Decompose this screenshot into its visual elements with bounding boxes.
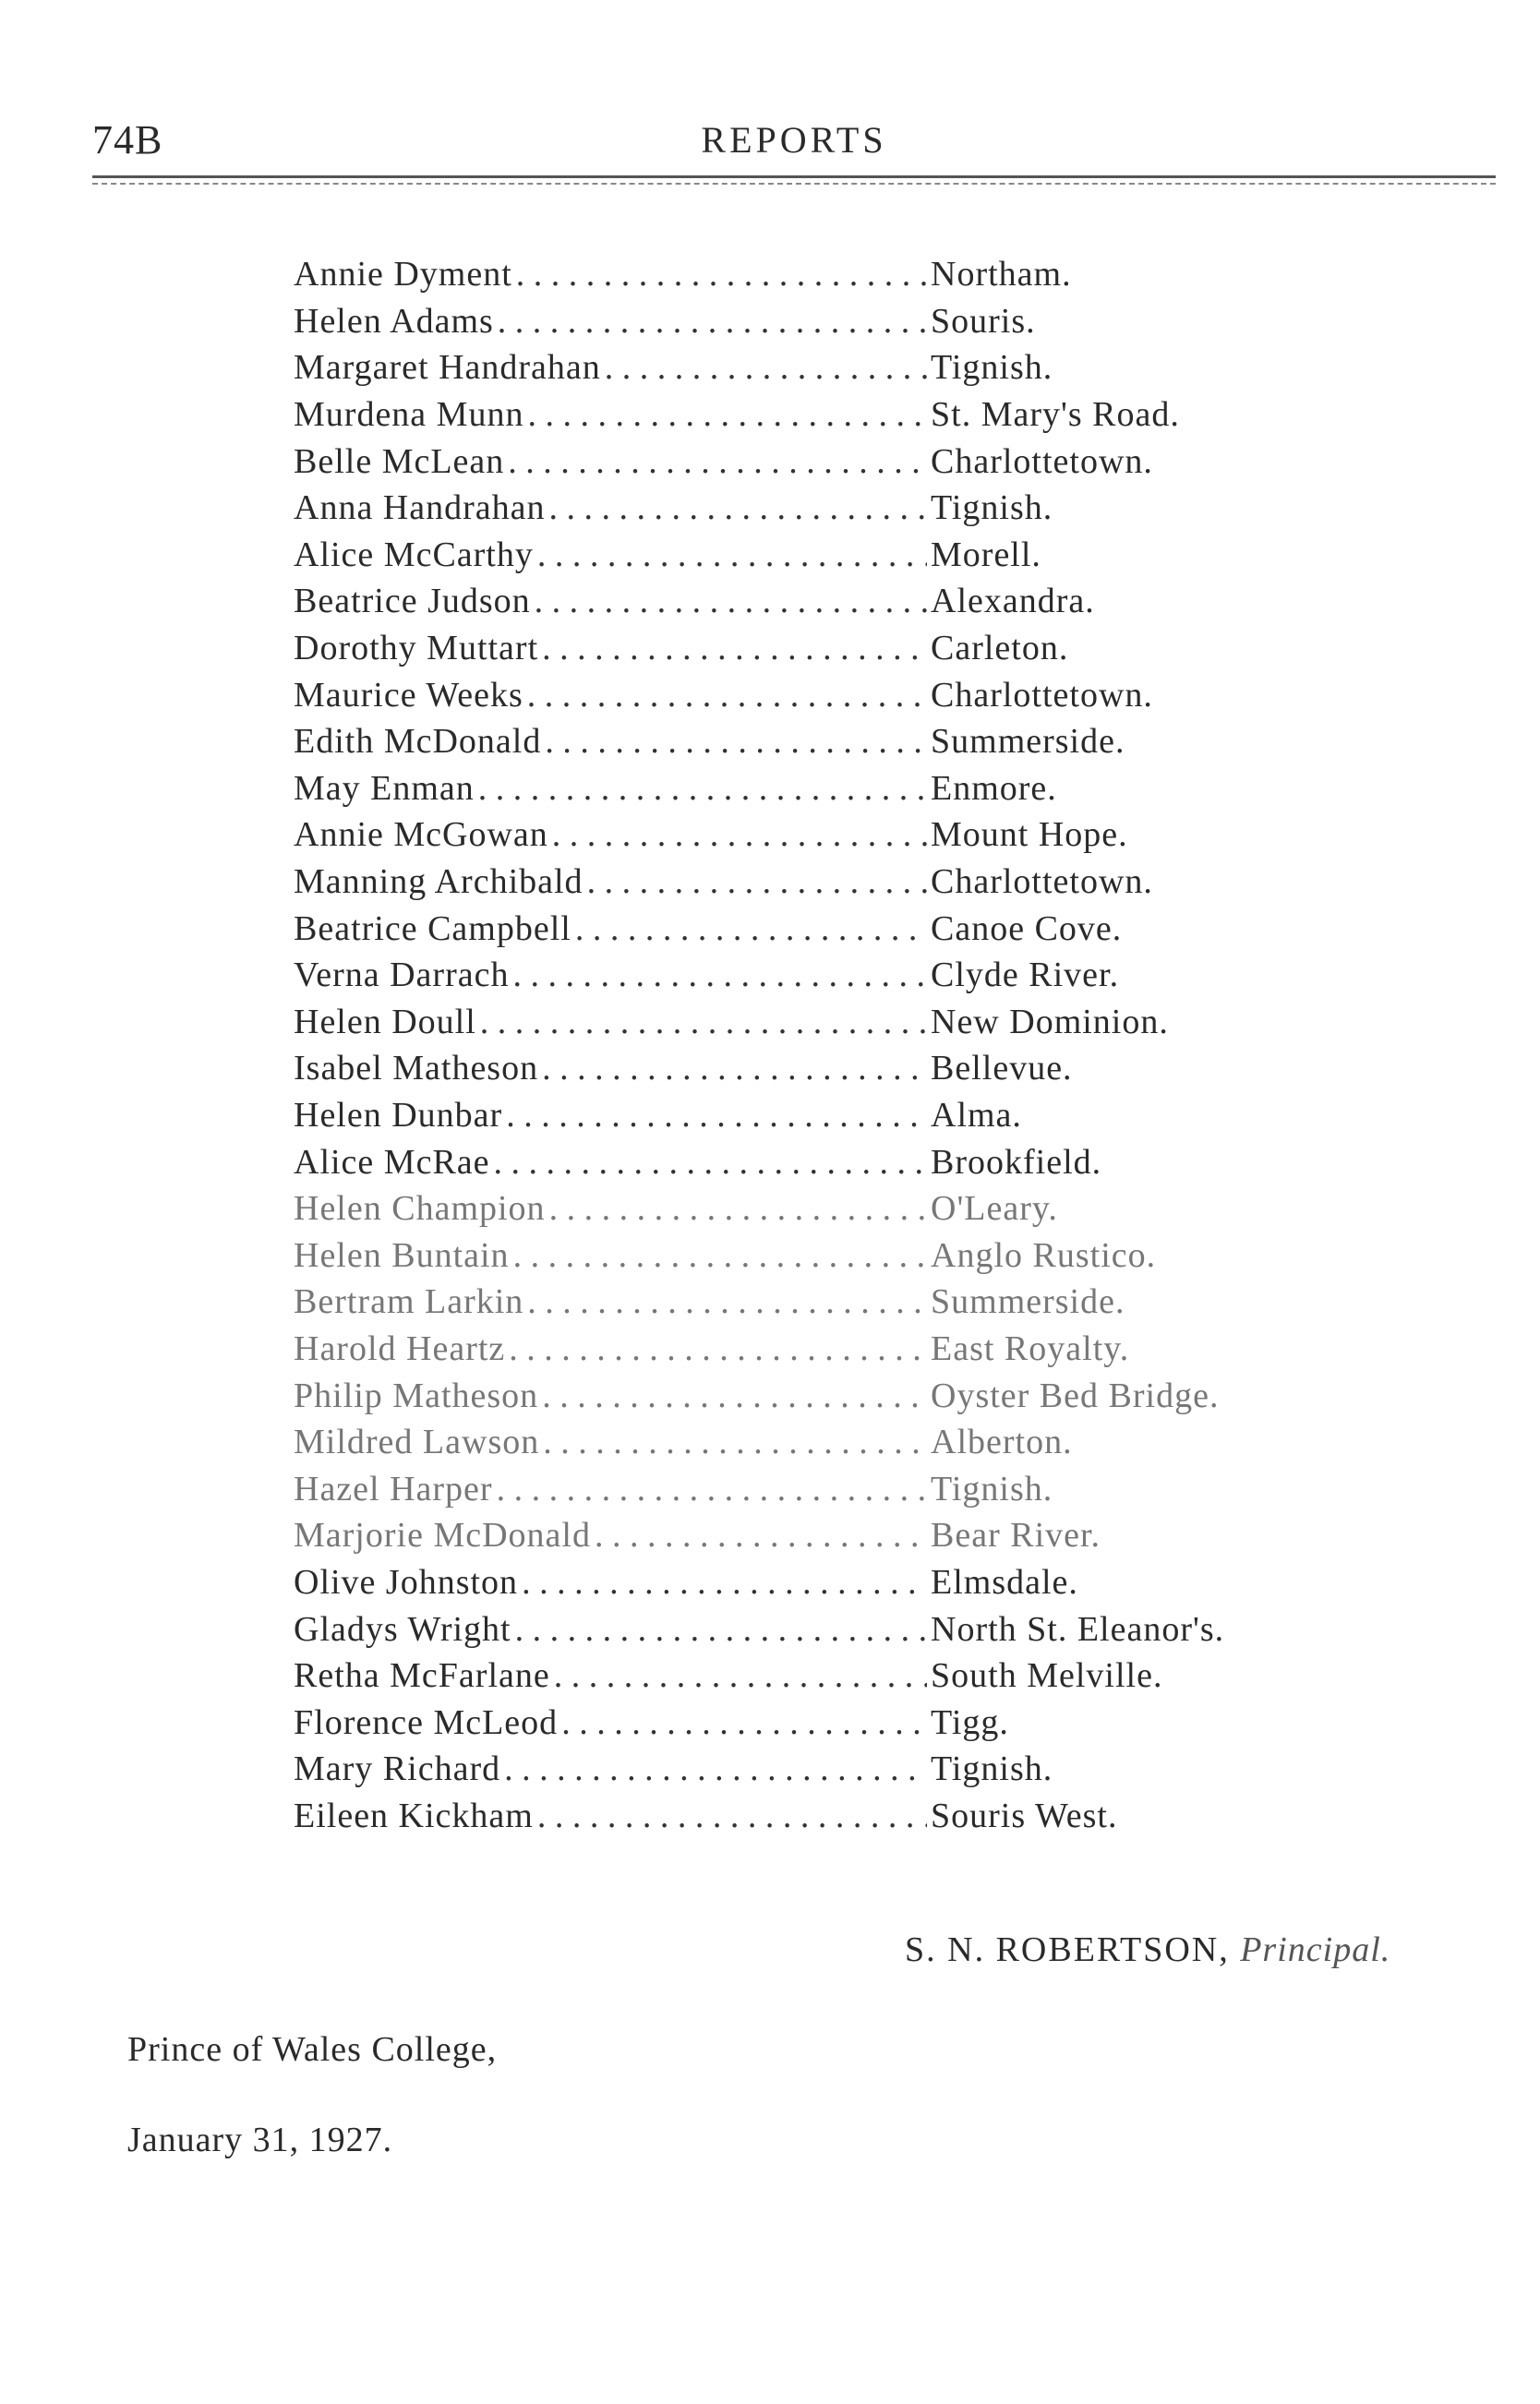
dot-leader	[554, 1655, 927, 1696]
student-name: Maurice Weeks	[294, 675, 523, 715]
student-name: Annie Dyment	[294, 255, 512, 294]
student-hometown: Bellevue.	[931, 1049, 1073, 1088]
dot-leader	[522, 1562, 927, 1603]
page-number: 74B	[92, 117, 163, 162]
student-hometown: Tignish.	[931, 348, 1053, 388]
student-name: Helen Adams	[294, 301, 494, 341]
student-roster	[294, 251, 1318, 1839]
student-hometown: New Dominion.	[931, 1002, 1169, 1041]
student-name: Eileen Kickham	[294, 1796, 534, 1835]
roster-row	[294, 718, 1318, 765]
student-name: Mildred Lawson	[294, 1423, 540, 1462]
dot-leader	[542, 1376, 927, 1416]
roster-row	[294, 391, 1318, 439]
header-rule	[92, 175, 1496, 178]
student-hometown: Canoe Cove.	[931, 908, 1123, 948]
dot-leader	[509, 1328, 927, 1369]
student-name: Helen Buntain	[294, 1235, 510, 1275]
student-name: Beatrice Judson	[294, 582, 531, 621]
roster-row	[294, 625, 1318, 672]
student-name: Dorothy Muttart	[294, 629, 539, 668]
roster-row	[294, 1326, 1318, 1373]
signature-name: S. N. ROBERTSON,	[905, 1930, 1230, 1969]
student-hometown: Charlottetown.	[931, 441, 1153, 481]
roster-row	[294, 251, 1318, 298]
dot-leader	[549, 1188, 927, 1229]
student-name: Murdena Munn	[294, 395, 524, 435]
roster-row	[294, 532, 1318, 579]
student-name: Harold Heartz	[294, 1328, 506, 1368]
student-name: Mary Richard	[294, 1749, 501, 1789]
roster-row	[294, 1653, 1318, 1700]
dot-leader	[494, 1142, 927, 1183]
roster-row	[294, 1793, 1318, 1840]
student-hometown: Souris West.	[931, 1796, 1118, 1835]
roster-row	[294, 1138, 1318, 1185]
roster-row	[294, 1605, 1318, 1653]
page-header	[92, 116, 1496, 172]
roster-row	[294, 1232, 1318, 1279]
roster-row	[294, 1465, 1318, 1512]
roster-row	[294, 344, 1318, 391]
student-hometown: Carleton.	[931, 629, 1069, 668]
dot-leader	[498, 301, 927, 342]
dot-leader	[504, 1749, 927, 1789]
roster-row	[294, 485, 1318, 532]
student-hometown: Souris.	[931, 301, 1036, 341]
roster-row	[294, 811, 1318, 859]
student-name: Marjorie McDonald	[294, 1516, 591, 1556]
student-hometown: St. Mary's Road.	[931, 395, 1180, 435]
student-hometown: Alma.	[931, 1095, 1022, 1135]
student-hometown: Northam.	[931, 255, 1072, 294]
student-hometown: Summerside.	[931, 722, 1125, 762]
running-head: REPORTS	[701, 119, 887, 161]
student-hometown: North St. Eleanor's.	[931, 1609, 1225, 1649]
dot-leader	[542, 628, 927, 668]
dot-leader	[508, 441, 927, 482]
dot-leader	[512, 955, 927, 995]
roster-row	[294, 1279, 1318, 1326]
student-hometown: Charlottetown.	[931, 862, 1153, 902]
dot-leader	[587, 861, 927, 902]
roster-row	[294, 859, 1318, 906]
roster-row	[294, 1372, 1318, 1419]
roster-row	[294, 1559, 1318, 1606]
dot-leader	[527, 675, 927, 715]
student-hometown: Charlottetown.	[931, 675, 1153, 715]
student-hometown: Summerside.	[931, 1282, 1125, 1322]
dot-leader	[537, 1796, 927, 1836]
student-hometown: Brookfield.	[931, 1142, 1102, 1182]
dot-leader	[549, 487, 927, 528]
student-name: Retha McFarlane	[294, 1656, 550, 1696]
roster-row	[294, 905, 1318, 952]
student-name: Philip Matheson	[294, 1376, 539, 1415]
dot-leader	[542, 1048, 927, 1088]
student-name: Gladys Wright	[294, 1609, 511, 1649]
student-name: Margaret Handrahan	[294, 348, 601, 388]
roster-row	[294, 578, 1318, 625]
student-name: Edith McDonald	[294, 722, 542, 762]
roster-row	[294, 999, 1318, 1046]
student-name: Helen Dunbar	[294, 1095, 503, 1135]
dot-leader	[543, 1422, 927, 1462]
roster-row	[294, 952, 1318, 999]
student-hometown: South Melville.	[931, 1656, 1163, 1696]
dot-leader	[527, 394, 927, 435]
student-name: Helen Champion	[294, 1189, 546, 1229]
roster-row	[294, 1092, 1318, 1139]
student-name: Beatrice Campbell	[294, 908, 571, 948]
student-hometown: Morell.	[931, 535, 1041, 574]
student-name: Manning Archibald	[294, 862, 584, 902]
student-name: May Enman	[294, 768, 475, 808]
student-hometown: Alexandra.	[931, 582, 1095, 621]
roster-row	[294, 1699, 1318, 1746]
student-hometown: Oyster Bed Bridge.	[931, 1376, 1220, 1415]
dot-leader	[527, 1281, 927, 1322]
student-hometown: Anglo Rustico.	[931, 1235, 1157, 1275]
student-name: Belle McLean	[294, 441, 505, 481]
roster-row	[294, 765, 1318, 812]
dot-leader	[605, 347, 927, 388]
student-hometown: Enmore.	[931, 768, 1057, 808]
roster-row	[294, 1512, 1318, 1559]
dot-leader	[561, 1702, 927, 1743]
dot-leader	[513, 1235, 927, 1276]
roster-row	[294, 1746, 1318, 1793]
student-name: Florence McLeod	[294, 1702, 559, 1742]
student-hometown: Bear River.	[931, 1516, 1101, 1556]
dot-leader	[537, 535, 927, 575]
dot-leader	[552, 814, 927, 855]
dot-leader	[575, 908, 927, 949]
dot-leader	[515, 1609, 927, 1650]
student-hometown: Clyde River.	[931, 956, 1120, 995]
student-hometown: Tignish.	[931, 1469, 1053, 1509]
student-name: Bertram Larkin	[294, 1282, 524, 1322]
dot-leader	[480, 1002, 927, 1042]
student-hometown: Tignish.	[931, 1749, 1053, 1789]
student-name: Annie McGowan	[294, 815, 548, 855]
dot-leader	[506, 1095, 927, 1136]
roster-row	[294, 671, 1318, 718]
dot-leader	[535, 581, 927, 621]
student-hometown: Tigg.	[931, 1702, 1009, 1742]
student-hometown: Mount Hope.	[931, 815, 1128, 855]
dot-leader	[516, 254, 927, 294]
student-hometown: Elmsdale.	[931, 1562, 1078, 1602]
student-name: Verna Darrach	[294, 956, 510, 995]
date-line: January 31, 1927.	[127, 2121, 393, 2159]
student-name: Alice McCarthy	[294, 535, 534, 574]
student-name: Olive Johnston	[294, 1562, 519, 1602]
header-rule-secondary	[92, 183, 1496, 185]
student-name: Hazel Harper	[294, 1469, 493, 1509]
student-hometown: O'Leary.	[931, 1189, 1058, 1229]
signature	[905, 1929, 1390, 1970]
student-hometown: East Royalty.	[931, 1328, 1130, 1368]
student-name: Helen Doull	[294, 1002, 476, 1041]
student-hometown: Tignish.	[931, 488, 1053, 528]
dot-leader	[478, 768, 927, 809]
student-name: Isabel Matheson	[294, 1049, 539, 1088]
roster-row	[294, 1185, 1318, 1232]
institution-line: Prince of Wales College,	[127, 2030, 498, 2069]
roster-row	[294, 1045, 1318, 1092]
roster-row	[294, 438, 1318, 485]
dot-leader	[595, 1515, 927, 1556]
student-name: Anna Handrahan	[294, 488, 546, 528]
dot-leader	[545, 721, 927, 762]
roster-row	[294, 1419, 1318, 1466]
signature-title: Principal.	[1240, 1930, 1391, 1969]
student-name: Alice McRae	[294, 1142, 490, 1182]
dot-leader	[497, 1469, 927, 1509]
student-hometown: Alberton.	[931, 1423, 1073, 1462]
roster-row	[294, 298, 1318, 345]
